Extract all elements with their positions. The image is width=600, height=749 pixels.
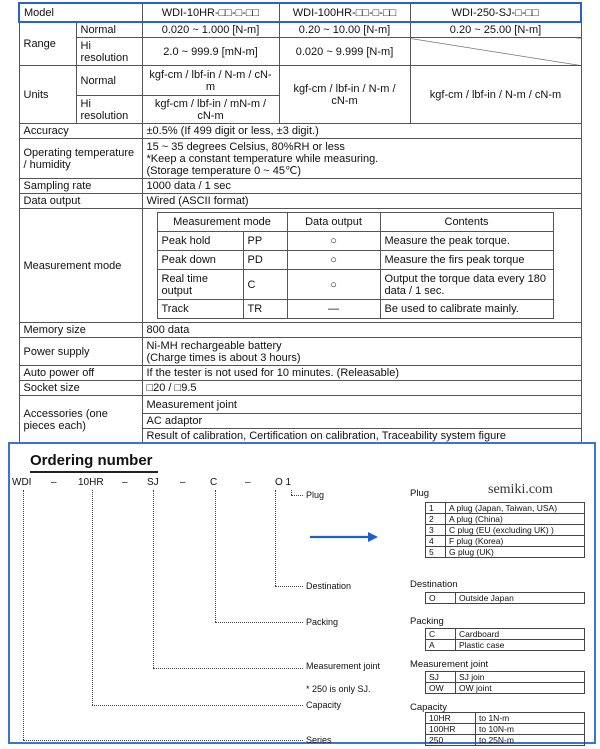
power-label: Power supply — [19, 338, 142, 366]
code-series: WDI — [12, 477, 32, 488]
plug-row — [426, 536, 585, 547]
leader-capacity — [92, 490, 93, 705]
units-normal-10: kgf-cm / lbf-in / N-m / cN-m — [142, 66, 279, 96]
packing-row — [426, 629, 585, 640]
plug-desc: A plug (China) — [446, 514, 585, 525]
leader-destination — [275, 490, 276, 586]
leader-series — [23, 490, 24, 740]
joint-code: OW — [426, 683, 456, 694]
joint-row — [426, 683, 585, 694]
plug-code: 5 — [426, 547, 446, 558]
joint-desc: SJ join — [456, 672, 585, 683]
capacity-row — [426, 713, 585, 724]
label-joint-note: * 250 is only SJ. — [306, 684, 371, 694]
mode-header-contents: Contents — [380, 213, 553, 232]
destination-table-title: Destination — [410, 579, 458, 590]
sampling-value: 1000 data / 1 sec — [142, 179, 581, 194]
arrow-right-icon — [310, 530, 380, 544]
packing-table — [425, 628, 585, 651]
joint-desc: OW joint — [456, 683, 585, 694]
env-line2: *Keep a constant temperature while measuring. — [146, 152, 379, 165]
mode-output: ○ — [287, 251, 380, 270]
env-line3: (Storage temperature 0 ~ 45℃) — [146, 164, 302, 177]
socket-row — [19, 381, 581, 396]
mode-name: Track — [157, 300, 243, 319]
code-dash: – — [122, 477, 128, 488]
mode-name: Real time output — [157, 270, 243, 300]
mode-row-peak-down — [157, 251, 553, 270]
output-value: Wired (ASCII format) — [142, 194, 581, 209]
destination-row — [426, 593, 585, 604]
capacity-code: 100HR — [426, 724, 476, 735]
capacity-table — [425, 712, 585, 746]
plug-row — [426, 525, 585, 536]
capacity-desc: to 1N-m — [476, 713, 585, 724]
model-100hr: WDI-100HR-□□-□-□□ — [279, 3, 410, 22]
code-capacity: 10HR — [78, 477, 104, 488]
range-hires-10: 2.0 ~ 999.9 [mN-m] — [142, 38, 279, 66]
mode-code: PP — [243, 232, 287, 251]
ordering-panel — [8, 442, 596, 744]
range-hires-100: 0.020 ~ 9.999 [N-m] — [279, 38, 410, 66]
plug-desc: G plug (UK) — [446, 547, 585, 558]
joint-row — [426, 672, 585, 683]
spec-table — [18, 2, 582, 444]
power-value — [142, 338, 581, 366]
autooff-label: Auto power off — [19, 366, 142, 381]
env-row — [19, 139, 581, 179]
accessory-item: Result of calibration, Certification on calibration, Traceability system figure — [142, 429, 581, 444]
units-100: kgf-cm / lbf-in / N-m / cN-m — [279, 66, 410, 124]
memory-value: 800 data — [142, 323, 581, 338]
packing-desc: Cardboard — [456, 629, 585, 640]
code-packing: C — [210, 477, 218, 488]
capacity-desc: to 25N-m — [476, 735, 585, 746]
units-normal-row — [19, 66, 581, 96]
accuracy-value: ±0.5% (If 499 digit or less, ±3 digit.) — [142, 124, 581, 139]
mode-output: ○ — [287, 270, 380, 300]
capacity-code: 10HR — [426, 713, 476, 724]
capacity-table-title: Capacity — [410, 702, 447, 713]
units-250: kgf-cm / lbf-in / N-m / cN-m — [410, 66, 581, 124]
socket-value: □20 / □9.5 — [142, 381, 581, 396]
mode-code: C — [243, 270, 287, 300]
leader-packing-h — [215, 622, 303, 623]
plug-code: 3 — [426, 525, 446, 536]
range-normal-100: 0.20 ~ 10.00 [N-m] — [279, 22, 410, 38]
socket-label: Socket size — [19, 381, 142, 396]
destination-code: O — [426, 593, 456, 604]
autooff-row — [19, 366, 581, 381]
mode-content: Output the torque data every 180 data / 1 sec. — [380, 270, 553, 300]
range-normal-10: 0.020 ~ 1.000 [N-m] — [142, 22, 279, 38]
power-line2: (Charge times is about 3 hours) — [146, 351, 301, 364]
plug-table-title: Plug — [410, 488, 430, 499]
range-normal-row — [19, 22, 581, 38]
mode-label: Measurement mode — [19, 209, 142, 323]
accessories-row-1 — [19, 396, 581, 414]
mode-content: Measure the firs peak torque — [380, 251, 553, 270]
power-line1: Ni-MH rechargeable battery — [146, 339, 282, 352]
leader-series-h — [23, 740, 303, 741]
accessories-label: Accessories (one pieces each) — [19, 396, 142, 444]
units-hires-10: kgf-cm / lbf-in / mN-m / cN-m — [142, 96, 279, 124]
range-normal-label: Normal — [76, 22, 142, 38]
units-normal-label: Normal — [76, 66, 142, 96]
leader-joint — [153, 490, 154, 668]
autooff-value: If the tester is not used for 10 minutes. (Releasable) — [142, 366, 581, 381]
plug-row — [426, 503, 585, 514]
mode-content: Be used to calibrate mainly. — [380, 300, 553, 319]
code-joint: SJ — [147, 477, 159, 488]
plug-desc: A plug (Japan, Taiwan, USA) — [446, 503, 585, 514]
packing-table-title: Packing — [410, 616, 444, 627]
destination-table — [425, 592, 585, 604]
mode-name: Peak hold — [157, 232, 243, 251]
packing-row — [426, 640, 585, 651]
label-plug: Plug — [306, 490, 325, 500]
power-row — [19, 338, 581, 366]
model-row — [19, 3, 581, 22]
label-series: Series — [306, 735, 332, 745]
units-label: Units — [19, 66, 76, 124]
mode-code: TR — [243, 300, 287, 319]
range-normal-250: 0.20 ~ 25.00 [N-m] — [410, 22, 581, 38]
leader-plug-h — [291, 495, 303, 496]
mode-header-output: Data output — [287, 213, 380, 232]
sampling-row — [19, 179, 581, 194]
memory-label: Memory size — [19, 323, 142, 338]
mode-name: Peak down — [157, 251, 243, 270]
label-packing: Packing — [306, 617, 339, 627]
joint-code: SJ — [426, 672, 456, 683]
capacity-desc: to 10N-m — [476, 724, 585, 735]
joint-table — [425, 671, 585, 694]
output-label: Data output — [19, 194, 142, 209]
model-250: WDI-250-SJ-□-□□ — [410, 3, 581, 22]
mode-content: Measure the peak torque. — [380, 232, 553, 251]
mode-cell — [142, 209, 581, 323]
plug-table — [425, 502, 585, 558]
mode-header-mode: Measurement mode — [157, 213, 287, 232]
mode-output: — — [287, 300, 380, 319]
env-label: Operating temperature / humidity — [19, 139, 142, 179]
env-line1: 15 ~ 35 degrees Celsius, 80%RH or less — [146, 140, 345, 153]
packing-code: C — [426, 629, 456, 640]
destination-desc: Outside Japan — [456, 593, 585, 604]
joint-table-title: Measurement joint — [410, 659, 489, 670]
mode-output: ○ — [287, 232, 380, 251]
mode-row — [19, 209, 581, 323]
range-hires-row — [19, 38, 581, 66]
plug-code: 2 — [426, 514, 446, 525]
mode-code: PD — [243, 251, 287, 270]
model-10hr: WDI-10HR-□□-□-□□ — [142, 3, 279, 22]
env-value — [142, 139, 581, 179]
accuracy-row — [19, 124, 581, 139]
plug-desc: C plug (EU (excluding UK) ) — [446, 525, 585, 536]
capacity-code: 250 — [426, 735, 476, 746]
mode-table — [157, 212, 554, 319]
mode-row-real-time — [157, 270, 553, 300]
model-label: Model — [19, 3, 142, 22]
memory-row — [19, 323, 581, 338]
code-destination-plug: O 1 — [275, 477, 292, 488]
code-dash: – — [51, 477, 57, 488]
ordering-title-underline — [30, 471, 158, 473]
mode-row-peak-hold — [157, 232, 553, 251]
range-label: Range — [19, 22, 76, 66]
packing-code: A — [426, 640, 456, 651]
mode-row-track — [157, 300, 553, 319]
ordering-title: Ordering number — [30, 452, 153, 469]
plug-row — [426, 547, 585, 558]
leader-packing — [215, 490, 216, 622]
watermark: semiki.com — [488, 482, 553, 497]
packing-desc: Plastic case — [456, 640, 585, 651]
code-dash: – — [180, 477, 186, 488]
capacity-row — [426, 735, 585, 746]
range-hires-label: Hi resolution — [76, 38, 142, 66]
plug-code: 4 — [426, 536, 446, 547]
sampling-label: Sampling rate — [19, 179, 142, 194]
label-destination: Destination — [306, 581, 352, 591]
units-hires-label: Hi resolution — [76, 96, 142, 124]
plug-desc: F plug (Korea) — [446, 536, 585, 547]
plug-code: 1 — [426, 503, 446, 514]
label-capacity: Capacity — [306, 700, 342, 710]
output-row — [19, 194, 581, 209]
leader-capacity-h — [92, 705, 303, 706]
mode-header-row — [157, 213, 553, 232]
leader-joint-h — [153, 668, 303, 669]
plug-row — [426, 514, 585, 525]
code-dash: – — [245, 477, 251, 488]
leader-destination-h — [275, 586, 303, 587]
capacity-row — [426, 724, 585, 735]
accuracy-label: Accuracy — [19, 124, 142, 139]
accessory-item: AC adaptor — [142, 414, 581, 429]
label-joint: Measurement joint — [306, 661, 381, 671]
range-hires-250-empty — [410, 38, 581, 66]
accessory-item: Measurement joint — [142, 396, 581, 414]
